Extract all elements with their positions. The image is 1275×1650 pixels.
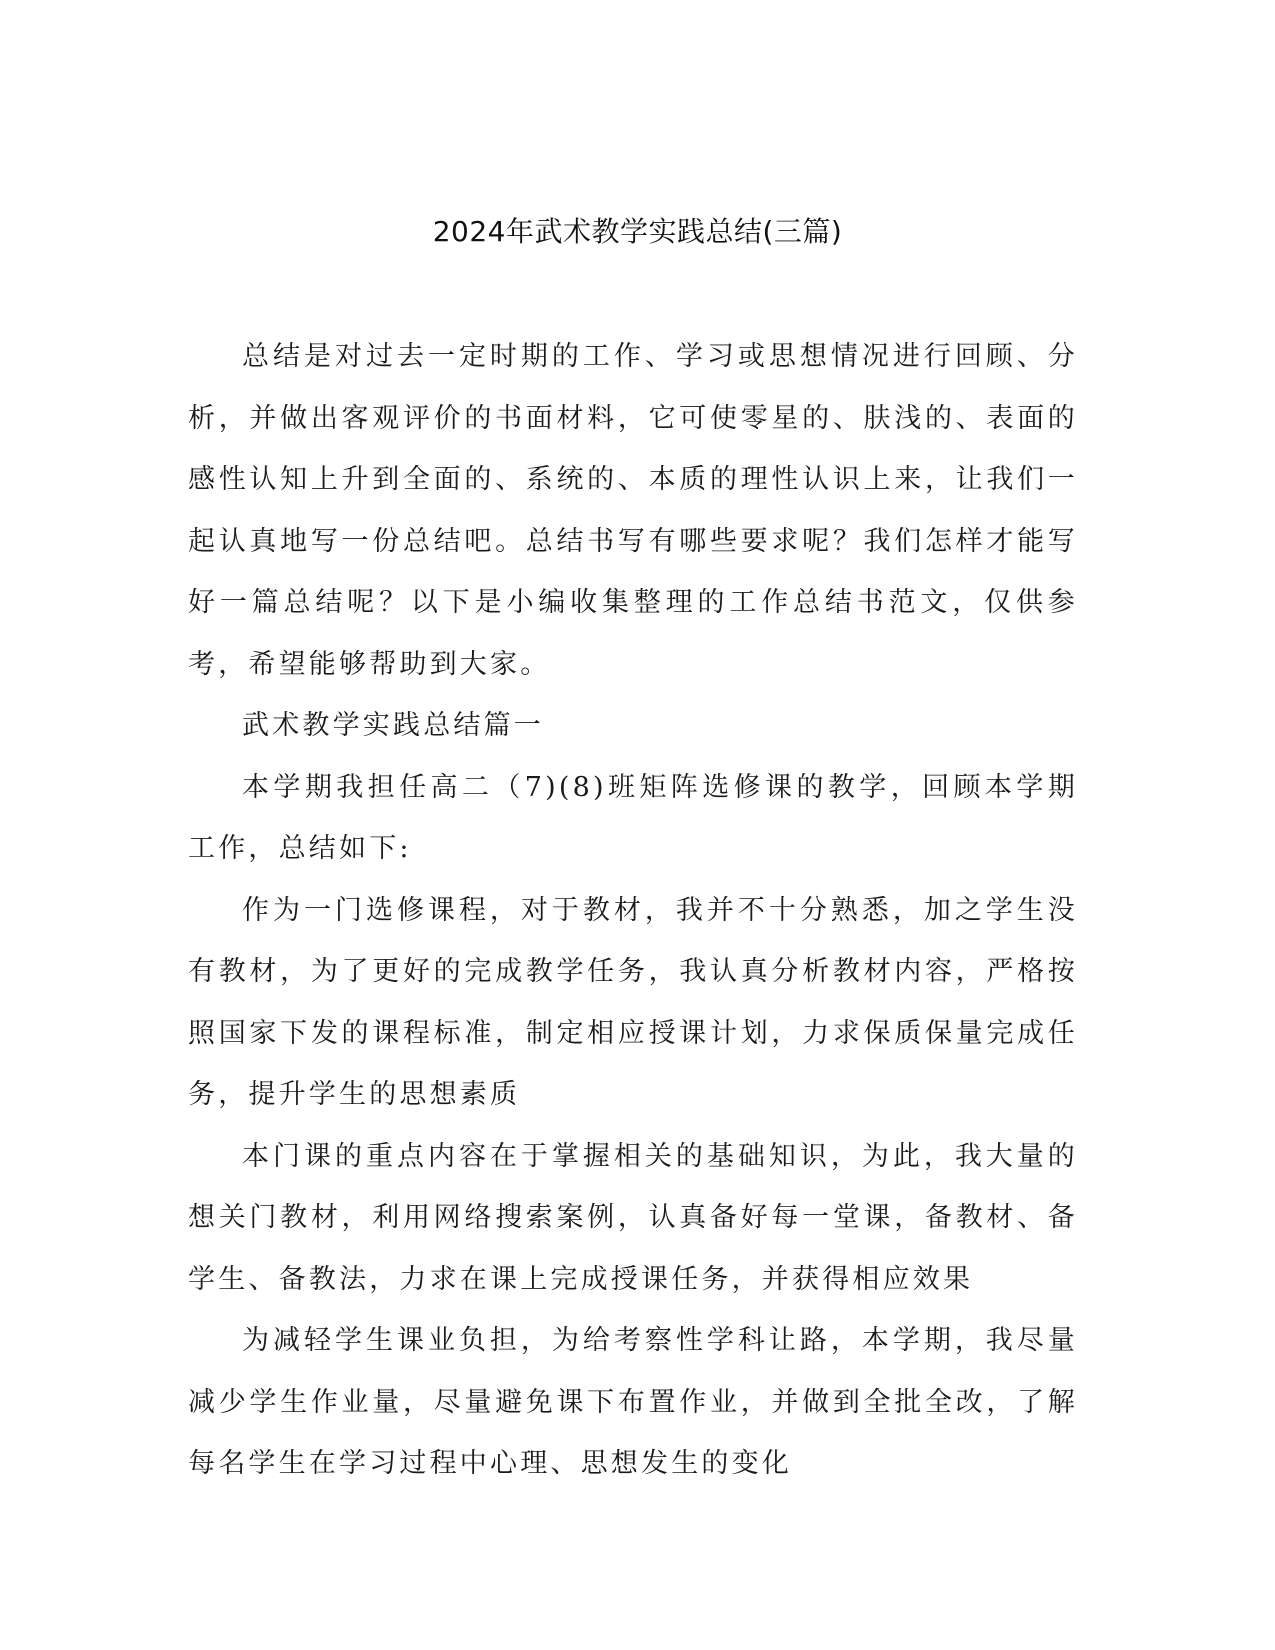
body-paragraph: 本门课的重点内容在于掌握相关的基础知识，为此，我大量的想关门教材，利用网络搜索案例，认真备好每一堂课，备教材、备学生、备教法，力求在课上完成授课任务，并获得相应效果 (188, 1140, 1078, 1295)
document-title: 2024年武术教学实践总结(三篇) (432, 215, 843, 248)
body-paragraph: 为减轻学生课业负担，为给考察性学科让路，本学期，我尽量减少学生作业量，尽量避免课下布置作业，并做到全批全改，了解每名学生在学习过程中心理、思想发生的变化 (188, 1325, 1078, 1479)
document-body (188, 326, 1078, 1495)
body-paragraph: 本学期我担任高二（7)(8)班矩阵选修课的教学，回顾本学期工作，总结如下: (188, 771, 1078, 864)
body-paragraph: 作为一门选修课程，对于教材，我并不十分熟悉，加之学生没有教材，为了更好的完成教学任务，我认真分析教材内容，严格按照国家下发的课程标准，制定相应授课计划，力求保质保量完成任务，提升学生的思想素质 (188, 894, 1078, 1110)
section-heading: 武术教学实践总结篇一 (242, 710, 544, 741)
intro-paragraph: 总结是对过去一定时期的工作、学习或思想情况进行回顾、分析，并做出客观评价的书面材料，它可使零星的、肤浅的、表面的感性认知上升到全面的、系统的、本质的理性认识上来，让我们一起认真地写一份总结吧。总结书写有哪些要求呢？我们怎样才能写好一篇总结呢？以下是小编收集整理的工作总结书范文，仅供参考，希望能够帮助到大家。 (188, 341, 1078, 680)
